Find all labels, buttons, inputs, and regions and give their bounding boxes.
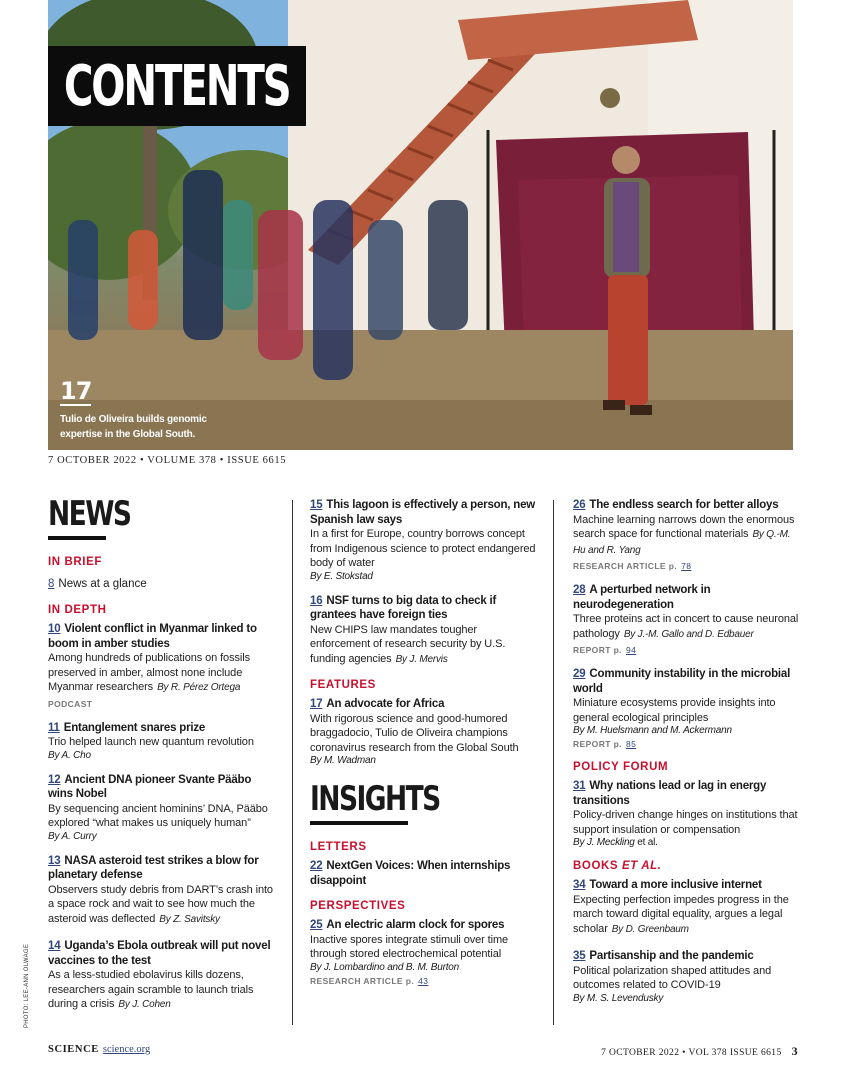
- entry-title: Entanglement snares prize: [63, 721, 206, 734]
- toc-entry[interactable]: [573, 878, 799, 937]
- page-link[interactable]: 28: [573, 584, 586, 596]
- page-link[interactable]: 29: [573, 668, 586, 680]
- page-link[interactable]: 15: [310, 499, 323, 511]
- footer-journal: [48, 1044, 150, 1055]
- entry-description: By sequencing ancient hominins’ DNA, Pääbo explored “what makes us uniquely human”: [48, 802, 268, 829]
- entry-byline: By J. Cohen: [118, 999, 171, 1010]
- entry-byline: By D. Greenbaum: [611, 923, 689, 935]
- page-link[interactable]: 14: [48, 940, 61, 952]
- toc-entry[interactable]: [573, 779, 799, 848]
- toc-entry[interactable]: [48, 574, 274, 592]
- contents-title: CONTENTS: [64, 53, 290, 119]
- toc-entry[interactable]: [310, 859, 536, 888]
- cover-caption: Tulio de Oliveira builds genomic expertise in the Global South.: [60, 414, 207, 440]
- entry-description: With rigorous science and good-humored braggadocio, Tulio de Oliveira champions coronavirus research from the Global South: [310, 712, 519, 754]
- page-link[interactable]: 22: [310, 860, 323, 872]
- entry-byline: By Q.-M. Hu and R. Yang: [573, 529, 791, 556]
- entry-byline: By J. Lombardino and B. M. Burton: [310, 961, 460, 973]
- article-type-tag: REPORT p.: [573, 645, 622, 655]
- toc-entry[interactable]: [48, 939, 274, 1013]
- cover-caption-page-link[interactable]: 17: [60, 377, 92, 405]
- journal-name: SCIENCE: [48, 1044, 99, 1055]
- news-heading: NEWS: [48, 494, 131, 534]
- entry-byline: By M. Wadman: [310, 755, 376, 766]
- entry-description: Observers study debris from DART’s crash into a space rock and wait to see how much the asteroid was deflected: [48, 883, 273, 925]
- entry-title: An electric alarm clock for spores: [326, 919, 505, 931]
- section-in-depth: IN DEPTH: [48, 604, 107, 616]
- column-divider: [553, 500, 554, 1025]
- related-page-link[interactable]: 94: [625, 645, 637, 655]
- heading-rule: [310, 821, 408, 825]
- entry-title: NSF turns to big data to check if grantees have foreign ties: [310, 594, 497, 621]
- entry-byline: By J. Mervis: [395, 653, 448, 665]
- entry-description: Among hundreds of publications on fossils preserved in amber, almost none include Myanmar researchers: [48, 652, 250, 693]
- heading-rule: [48, 536, 106, 540]
- entry-title: Violent conflict in Myanmar linked to boom in amber studies: [48, 623, 257, 650]
- toc-entry[interactable]: [310, 918, 536, 986]
- entry-description: Miniature ecosystems provide insights into general ecological principles: [573, 697, 776, 724]
- toc-entry[interactable]: [310, 498, 536, 582]
- news-column: [48, 495, 274, 1025]
- entry-title: An advocate for Africa: [326, 698, 445, 710]
- entry-title: Community instability in the microbial world: [573, 668, 791, 695]
- entry-description: Machine learning narrows down the enormous search space for functional materials: [573, 513, 795, 540]
- page-link[interactable]: 34: [573, 879, 586, 891]
- entry-byline: By M. Huelsmann and M. Ackermann: [573, 725, 732, 736]
- entry-byline: By E. Stokstad: [310, 570, 373, 582]
- entry-description: Trio helped launch new quantum revolution: [48, 736, 254, 748]
- entry-description: As a less-studied ebolavirus kills dozens, researchers again scramble to launch trials during a crisis: [48, 969, 254, 1010]
- toc-entry[interactable]: [48, 773, 274, 842]
- photo-credit: PHOTO: LEE-ANN OLWAGE: [24, 943, 30, 1028]
- section-in-brief: IN BRIEF: [48, 556, 102, 568]
- page-link[interactable]: 17: [310, 698, 323, 710]
- entry-title: NextGen Voices: When internships disappoint: [310, 860, 511, 887]
- entry-byline: By Z. Savitsky: [159, 913, 220, 925]
- entry-title: Uganda’s Ebola outbreak will put novel vaccines to the test: [48, 940, 271, 967]
- entry-description: Political polarization shaped attitudes and outcomes related to COVID-19: [573, 964, 772, 991]
- entry-title: This lagoon is effectively a person, new Spanish law says: [310, 499, 536, 526]
- entry-description: Inactive spores integrate stimuli over time through stored electrochemical potential: [310, 933, 509, 960]
- toc-entry[interactable]: [48, 622, 274, 709]
- insights-column-continued: [573, 498, 799, 1016]
- entry-description: Policy-driven change hinges on institutions that support insulation or compensation: [573, 809, 798, 836]
- toc-entry[interactable]: [310, 697, 536, 766]
- page-link[interactable]: 12: [48, 773, 61, 786]
- page-link[interactable]: 31: [573, 780, 586, 792]
- page-link[interactable]: 35: [573, 950, 586, 962]
- page-link[interactable]: 13: [48, 854, 61, 867]
- related-page-link[interactable]: 85: [625, 739, 637, 749]
- site-link[interactable]: science.org: [102, 1044, 151, 1055]
- section-policy-forum: POLICY FORUM: [573, 761, 669, 773]
- article-type-tag: RESEARCH ARTICLE p.: [310, 975, 415, 986]
- page-link[interactable]: 25: [310, 919, 323, 931]
- toc-entry[interactable]: [310, 594, 536, 668]
- toc-entry[interactable]: [573, 498, 799, 571]
- news-column-continued: [310, 498, 536, 998]
- page-link[interactable]: 10: [48, 623, 61, 635]
- entry-description: In a first for Europe, country borrows concept from Indigenous science to protect endangered body of water: [310, 528, 536, 569]
- page-link[interactable]: 16: [310, 594, 323, 607]
- entry-description: Expecting perfection impedes progress in the march toward digital equality, argues a legal scholar: [573, 893, 789, 935]
- section-perspectives: PERSPECTIVES: [310, 900, 406, 912]
- entry-title: NASA asteroid test strikes a blow for planetary defense: [48, 854, 259, 881]
- entry-description: Three proteins act in concert to cause neuronal pathology: [573, 613, 799, 640]
- issue-line: 7 OCTOBER 2022 • VOLUME 378 • ISSUE 6615: [48, 455, 287, 466]
- page-link[interactable]: 26: [573, 499, 586, 511]
- related-page-link[interactable]: 43: [418, 975, 429, 986]
- page-link[interactable]: 11: [48, 721, 60, 734]
- footer-issue-text: 7 OCTOBER 2022 • VOL 378 ISSUE 6615: [601, 1048, 782, 1058]
- entry-title: A perturbed network in neurodegeneration: [573, 584, 711, 611]
- entry-byline: By J.-M. Gallo and D. Edbauer: [623, 628, 754, 640]
- page-number: 3: [791, 1044, 798, 1058]
- toc-entry[interactable]: [573, 583, 799, 655]
- entry-title: Toward a more inclusive internet: [589, 879, 762, 891]
- entry-byline: By M. S. Levendusky: [573, 992, 664, 1004]
- entry-title: Ancient DNA pioneer Svante Pääbo wins Nobel: [48, 773, 252, 800]
- podcast-tag[interactable]: PODCAST: [48, 698, 93, 709]
- entry-title: News at a glance: [58, 578, 147, 590]
- related-page-link[interactable]: 78: [681, 561, 692, 571]
- entry-byline-suffix: et al.: [637, 837, 658, 848]
- section-books: BOOKS ET AL.: [573, 860, 662, 872]
- entry-title: Why nations lead or lag in energy transitions: [573, 780, 767, 807]
- section-letters: LETTERS: [310, 841, 367, 853]
- cover-photo: [48, 0, 793, 450]
- toc-entry[interactable]: [573, 949, 799, 1004]
- article-type-tag: REPORT p.: [573, 739, 622, 749]
- toc-entry[interactable]: [48, 721, 274, 761]
- toc-entry[interactable]: [573, 667, 799, 749]
- entry-title: Partisanship and the pandemic: [589, 950, 754, 962]
- article-type-tag: RESEARCH ARTICLE p.: [573, 561, 678, 571]
- column-divider: [292, 500, 293, 1025]
- page-link[interactable]: 8: [48, 578, 55, 590]
- entry-title: The endless search for better alloys: [589, 499, 779, 511]
- insights-heading: INSIGHTS: [310, 779, 440, 819]
- footer-issue: [601, 1044, 798, 1059]
- entry-byline: By A. Cho: [48, 749, 91, 761]
- toc-entry[interactable]: [48, 854, 274, 928]
- entry-byline: By J. Meckling: [573, 837, 635, 848]
- entry-byline: By R. Pérez Ortega: [157, 682, 241, 693]
- entry-byline: By A. Curry: [48, 830, 97, 842]
- contents-title-box: [48, 46, 306, 126]
- entry-description: New CHIPS law mandates tougher enforcement of research security by U.S. funding agencies: [310, 623, 506, 665]
- section-features: FEATURES: [310, 679, 376, 691]
